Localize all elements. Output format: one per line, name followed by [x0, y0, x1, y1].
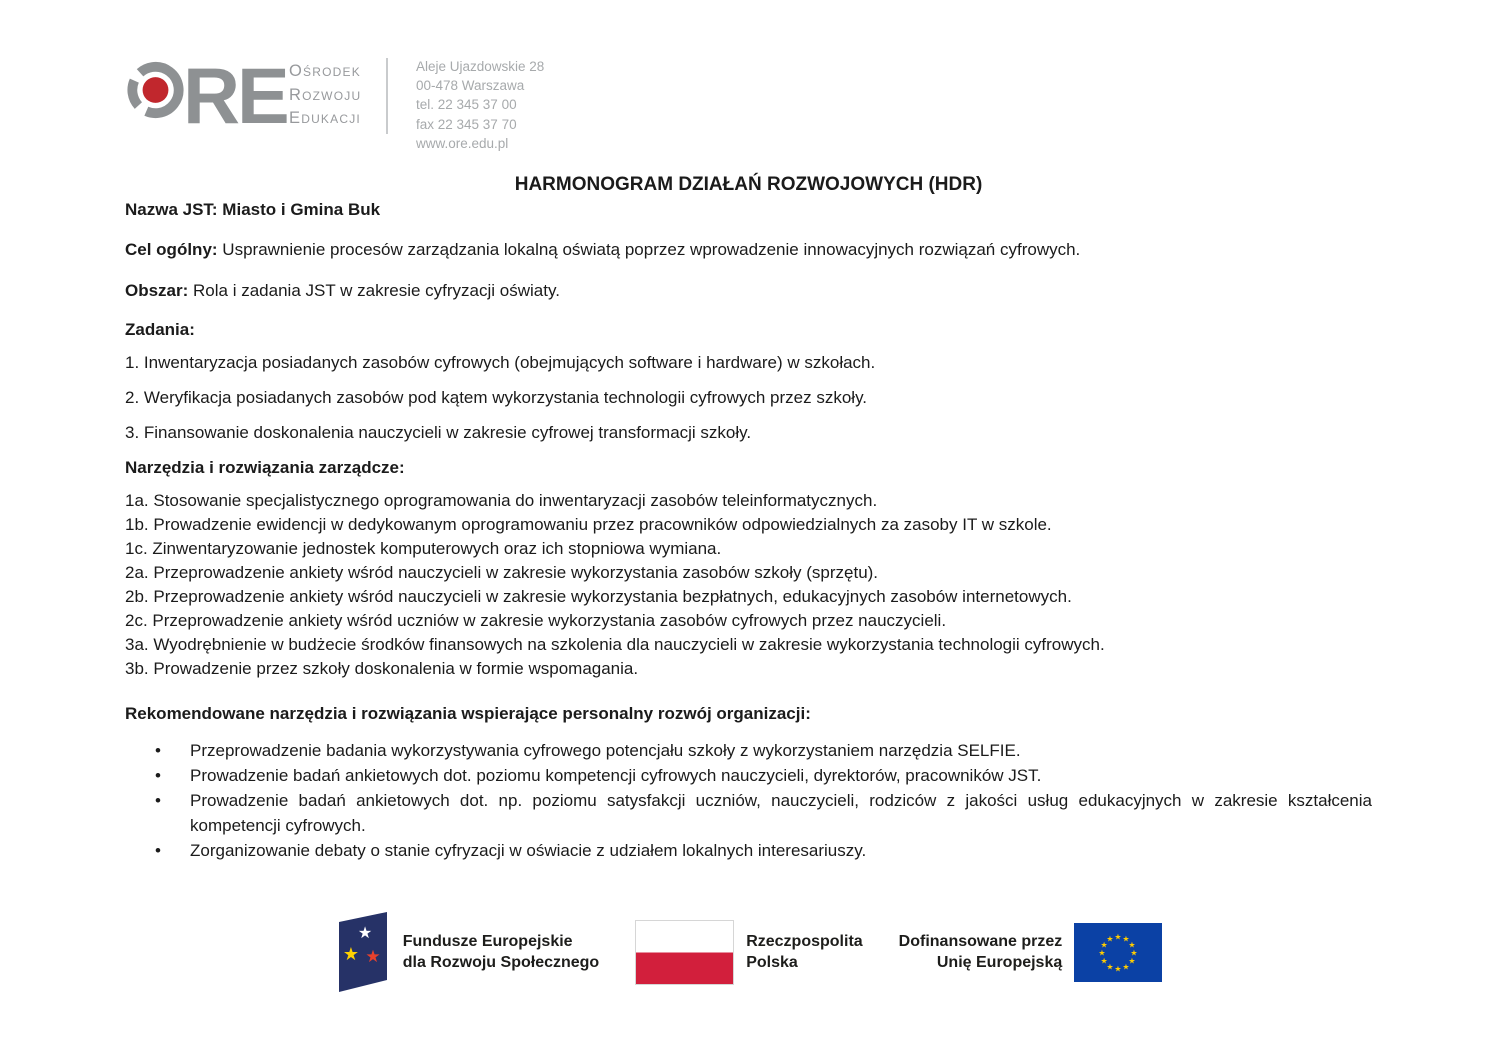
poland-logo-group — [635, 920, 862, 985]
address-website: www.ore.edu.pl — [416, 135, 509, 151]
svg-text:★: ★ — [1100, 956, 1108, 965]
zadanie-item-3: 3. Finansowanie doskonalenia nauczycieli w zakresie cyfrowej transformacji szkoły. — [125, 423, 752, 442]
footer-logos — [0, 910, 1497, 994]
rekomendowane-item-4: • Zorganizowanie debaty o stanie cyfryzacji w oświacie z udziałem lokalnych interesariuszy. — [125, 838, 1372, 863]
cel-ogolny-label: Cel ogólny: — [125, 240, 218, 259]
ore-logo-letters: RE — [183, 51, 287, 140]
narzedzia-item-2a: 2a. Przeprowadzenie ankiety wśród nauczycieli w zakresie wykorzystania zasobów szkoły (sprzętu). — [125, 563, 879, 582]
eu-cofunded-group — [899, 923, 1163, 982]
svg-text:★: ★ — [365, 947, 381, 967]
eu-cofunded-label-line-1: Dofinansowane przez — [898, 933, 1063, 950]
cel-ogolny-text: Usprawnienie procesów zarządzania lokalną oświatą poprzez wprowadzenie innowacyjnych rozwiązań cyfrowych. — [222, 240, 1081, 259]
eu-cofunded-label-line-2: Unię Europejską — [936, 954, 1063, 971]
rekomendowane-heading: Rekomendowane narzędzia i rozwiązania wspierające personalny rozwój organizacji: — [125, 704, 811, 723]
header-divider — [386, 58, 388, 134]
ore-logo-icon — [127, 58, 184, 122]
svg-text:★: ★ — [1106, 934, 1114, 944]
poland-label-line-2: Polska — [746, 954, 798, 971]
eu-funds-label — [403, 931, 599, 973]
narzedzia-item-1a: 1a. Stosowanie specjalistycznego oprogramowania do inwentaryzacji zasobów teleinformatycznych. — [125, 491, 878, 510]
obszar-text: Rola i zadania JST w zakresie cyfryzacji oświaty. — [193, 281, 560, 300]
narzedzia-item-2c: 2c. Przeprowadzenie ankiety wśród uczniów w zakresie wykorzystania zasobów cyfrowych przez nauczycieli. — [125, 611, 947, 630]
cel-ogolny-line — [125, 238, 1372, 262]
document-content — [125, 172, 1372, 863]
nazwa-jst-line: Nazwa JST: Miasto i Gmina Buk — [125, 200, 381, 219]
svg-text:★: ★ — [1122, 961, 1130, 971]
address-line-4: fax 22 345 37 70 — [416, 116, 517, 132]
narzedzia-item-2b: 2b. Przeprowadzenie ankiety wśród nauczycieli w zakresie wykorzystania bezpłatnych, edukacyjnych zasobów internetowych. — [125, 587, 1072, 606]
rekomendowane-item-1: • Przeprowadzenie badania wykorzystywania cyfrowego potencjału szkoły z wykorzystaniem narzędzia SELFIE. — [125, 738, 1372, 763]
svg-text:★: ★ — [1114, 932, 1122, 941]
narzedzia-item-1c: 1c. Zinwentaryzowanie jednostek komputerowych oraz ich stopniowa wymiana. — [125, 539, 722, 558]
ore-org-name — [289, 60, 361, 131]
svg-text:★: ★ — [1098, 948, 1106, 957]
svg-text:★: ★ — [1128, 940, 1136, 949]
zadania-heading: Zadania: — [125, 320, 195, 339]
eu-funds-flag-icon — [335, 910, 391, 994]
obszar-line — [125, 279, 1372, 303]
obszar-label: Obszar: — [125, 281, 189, 300]
eu-funds-label-line-2: dla Rozwoju Społecznego — [402, 954, 600, 971]
svg-text:★: ★ — [1128, 956, 1136, 965]
zadanie-item-2: 2. Weryfikacja posiadanych zasobów pod kątem wykorzystania technologii cyfrowych przez szkoły. — [125, 388, 868, 407]
address-line-1: Aleje Ujazdowskie 28 — [416, 59, 545, 74]
ore-org-line-2: Rozwoju — [289, 85, 362, 104]
poland-label-line-1: Rzeczpospolita — [746, 933, 863, 950]
svg-text:★: ★ — [1130, 948, 1138, 957]
svg-text:★: ★ — [1100, 940, 1108, 949]
ore-org-line-1: Ośrodek — [289, 62, 361, 80]
narzedzia-heading: Narzędzia i rozwiązania zarządcze: — [125, 458, 405, 477]
page-title: HARMONOGRAM DZIAŁAŃ ROZWOJOWYCH (HDR) — [514, 174, 983, 195]
eu-funds-logo-group — [335, 910, 599, 994]
ore-address — [416, 57, 544, 153]
address-line-3: tel. 22 345 37 00 — [416, 97, 517, 113]
svg-text:★: ★ — [1122, 934, 1130, 944]
address-line-2: 00-478 Warszawa — [416, 78, 525, 94]
rekomendowane-item-3: • Prowadzenie badań ankietowych dot. np. poziomu satysfakcji uczniów, nauczycieli, rodziców z jakości usług edukacyjnych w zakresie kształcenia kompetencji cyfrowych. — [125, 788, 1372, 838]
poland-label — [746, 931, 862, 973]
rekomendowane-list — [125, 738, 1372, 863]
rekomendowane-item-2: • Prowadzenie badań ankietowych dot. poziomu kompetencji cyfrowych nauczycieli, dyrektorów, pracowników JST. — [125, 763, 1372, 788]
svg-text:★: ★ — [357, 923, 372, 942]
poland-flag-icon — [635, 920, 734, 985]
narzedzia-item-3a: 3a. Wyodrębnienie w budżecie środków finansowych na szkolenia dla nauczycieli w zakresie wykorzystania technologii cyfrowych. — [125, 635, 1105, 654]
svg-text:★: ★ — [342, 944, 359, 965]
eu-flag-icon — [1074, 923, 1162, 982]
zadanie-item-1: 1. Inwentaryzacja posiadanych zasobów cyfrowych (obejmujących software i hardware) w szkołach. — [125, 353, 876, 372]
svg-text:★: ★ — [1106, 961, 1114, 971]
narzedzia-item-3b: 3b. Prowadzenie przez szkoły doskonalenia w formie wspomagania. — [125, 659, 639, 678]
svg-text:★: ★ — [1114, 964, 1122, 973]
ore-org-line-3: Edukacji — [289, 109, 361, 127]
narzedzia-item-1b: 1b. Prowadzenie ewidencji w dedykowanym oprogramowaniu przez pracowników odpowiedzialnych za zasoby IT w szkole. — [125, 515, 1052, 534]
header — [0, 0, 1497, 150]
narzedzia-list — [125, 489, 1372, 681]
eu-funds-label-line-1: Fundusze Europejskie — [402, 933, 573, 950]
eu-cofunded-label — [899, 931, 1063, 973]
